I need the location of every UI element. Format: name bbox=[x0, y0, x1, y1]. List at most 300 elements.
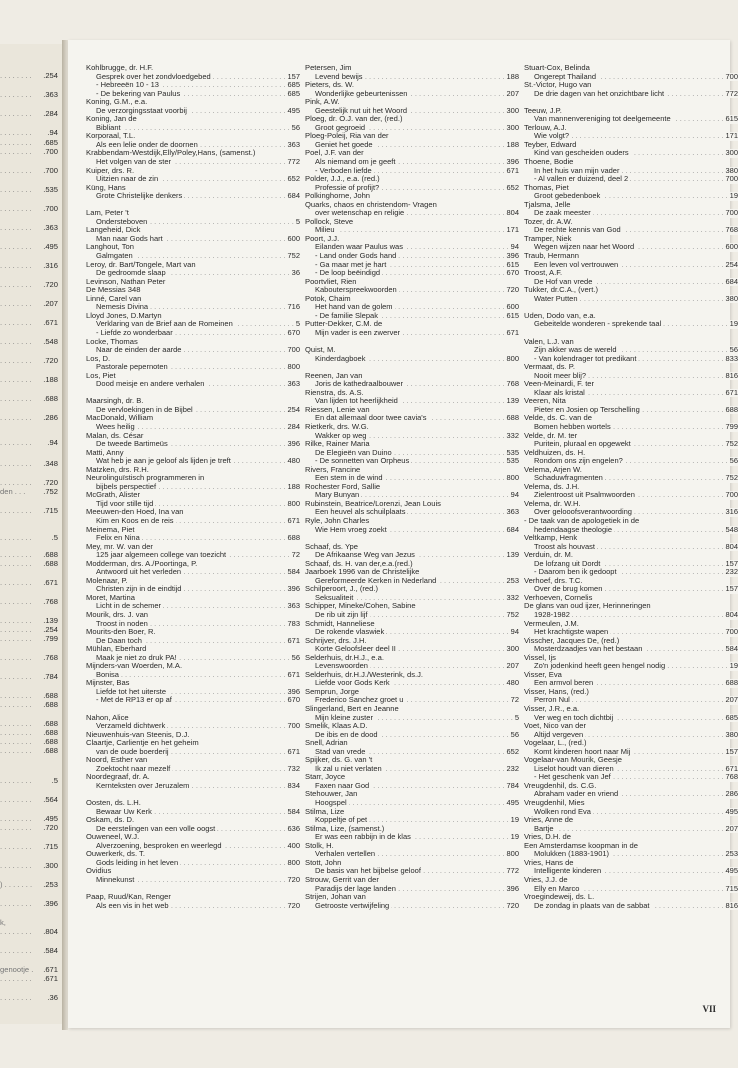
index-title-entry bbox=[305, 551, 519, 560]
index-author: Visser, Hans, (red.) bbox=[524, 687, 589, 696]
entry-page-number: 752 bbox=[725, 440, 738, 449]
entry-page-number: 671 bbox=[287, 636, 300, 645]
index-title-entry bbox=[305, 355, 519, 364]
entry-title: Het volgen van de ster bbox=[96, 158, 172, 167]
entry-page-number: 253 bbox=[506, 576, 519, 585]
left-page-fragment bbox=[0, 532, 60, 544]
left-page-fragment bbox=[0, 926, 60, 938]
entry-title: Tijd voor stille tijd bbox=[96, 499, 154, 508]
entry-page-number: 671 bbox=[287, 516, 300, 525]
index-title-entry bbox=[86, 517, 300, 526]
entry-page-number: 772 bbox=[287, 158, 300, 167]
entry-title: Paradijs der lage landen bbox=[315, 884, 396, 893]
index-title-entry bbox=[86, 235, 300, 244]
entry-page-number: 700 bbox=[725, 628, 738, 637]
entry-title: Antwoord uit het verleden bbox=[96, 568, 182, 577]
index-title-entry bbox=[305, 124, 519, 133]
entry-page-number: 800 bbox=[506, 474, 519, 483]
index-title-entry bbox=[524, 243, 738, 252]
fragment-text: . . . . . . . . bbox=[0, 299, 32, 308]
entry-page-number: 56 bbox=[291, 653, 300, 662]
entry-page-number: 720 bbox=[287, 901, 300, 910]
index-column-1 bbox=[86, 64, 300, 910]
entry-page-number: 363 bbox=[287, 140, 300, 149]
index-author: Maarsingh, dr. B. bbox=[86, 397, 144, 406]
index-author: Pink, A.W. bbox=[305, 98, 340, 107]
index-title-entry bbox=[524, 508, 738, 517]
index-author: Kohlbrugge, dr. H.F. bbox=[86, 64, 154, 72]
entry-page-number: 19 bbox=[510, 816, 519, 825]
index-author: Selderhuis, dr.H.J./Westerink, ds.J. bbox=[305, 670, 424, 679]
entry-page-number: 188 bbox=[506, 72, 519, 81]
index-author: Ploeg, dr. O.J. van der, (red.) bbox=[305, 115, 403, 124]
index-author: Voet, Nico van der bbox=[524, 722, 587, 731]
fragment-page-number: .300 bbox=[43, 861, 58, 870]
entry-title: Alverzoening, besproken en weerlegd bbox=[96, 841, 222, 850]
entry-title: Ondersteboven bbox=[96, 217, 148, 226]
fragment-text: . . . . . . . . bbox=[0, 728, 32, 737]
entry-page-number: 684 bbox=[725, 277, 738, 286]
index-author: Reenen, Jan van bbox=[305, 371, 363, 380]
fragment-page-number: .5 bbox=[51, 533, 58, 542]
index-title-entry bbox=[524, 175, 738, 184]
index-title-entry bbox=[86, 320, 300, 329]
fragment-page-number: .584 bbox=[43, 946, 58, 955]
left-page-fragment bbox=[0, 260, 60, 272]
index-author: Polkinghorne, John bbox=[305, 192, 371, 201]
entry-page-number: 19 bbox=[729, 320, 738, 329]
index-author: Lloyd Jones, D.Martyn bbox=[86, 311, 162, 320]
index-title-entry bbox=[305, 329, 519, 338]
index-title-entry bbox=[524, 662, 738, 671]
entry-title: Nemesis Divina bbox=[96, 303, 149, 312]
index-author: Molenaar, P. bbox=[86, 576, 128, 585]
entry-title: Korte Geloofsleer deel II bbox=[315, 645, 396, 654]
index-author: Vermaat, ds. P. bbox=[524, 363, 575, 372]
index-title-entry bbox=[305, 286, 519, 295]
entry-page-number: 800 bbox=[287, 363, 300, 372]
index-title-entry bbox=[305, 577, 519, 586]
index-title-entry bbox=[86, 175, 300, 184]
entry-page-number: 800 bbox=[506, 850, 519, 859]
entry-title: Klaar als kristal bbox=[534, 388, 585, 397]
fragment-text: . . . . . . . . bbox=[0, 71, 32, 80]
entry-title: - De sonnetten van Orpheus bbox=[315, 457, 410, 466]
entry-page-number: 784 bbox=[506, 781, 519, 790]
index-title-entry bbox=[305, 731, 519, 740]
index-author: Spijker, ds. G. van 't bbox=[305, 756, 373, 765]
index-author: Langhout, Ton bbox=[86, 243, 134, 252]
index-title-entry bbox=[524, 902, 738, 911]
entry-title: Over de brug komen bbox=[534, 585, 603, 594]
fragment-page-number: .671 bbox=[43, 578, 58, 587]
index-author: Thoene, Bodie bbox=[524, 158, 574, 167]
fragment-text: . . . . . . . . bbox=[0, 578, 32, 587]
entry-page-number: 584 bbox=[287, 568, 300, 577]
entry-title: Als niemand om je geeft bbox=[315, 158, 396, 167]
entry-title: Stad van vrede bbox=[315, 747, 366, 756]
entry-page-number: 396 bbox=[506, 884, 519, 893]
entry-page-number: 548 bbox=[725, 525, 738, 534]
index-column-3 bbox=[524, 64, 738, 910]
entry-page-number: 688 bbox=[506, 414, 519, 423]
index-title-entry bbox=[86, 722, 300, 731]
index-author: Mühlan, Eberhard bbox=[86, 645, 147, 654]
entry-title: Wie Hem vroeg zoekt bbox=[315, 525, 387, 534]
fragment-page-number: .348 bbox=[43, 459, 58, 468]
left-page-fragment bbox=[0, 355, 60, 367]
index-title-entry bbox=[305, 867, 519, 876]
entry-title: Een armvol beren bbox=[534, 679, 594, 688]
entry-page-number: 157 bbox=[725, 585, 738, 594]
fragment-page-number: .688 bbox=[43, 728, 58, 737]
left-page-fragment bbox=[0, 558, 60, 570]
entry-title: Seksualiteit bbox=[315, 593, 354, 602]
index-author: Schilperoort, J., (red.) bbox=[305, 585, 379, 594]
index-author: Oosten, ds. L.H. bbox=[86, 799, 141, 808]
index-author: Mourik, drs. J. van bbox=[86, 611, 149, 619]
index-title-entry bbox=[524, 679, 738, 688]
index-title-entry bbox=[86, 500, 300, 509]
index-author: Visser, Eva bbox=[524, 670, 562, 679]
index-title-entry bbox=[86, 876, 300, 885]
left-page-fragment bbox=[0, 841, 60, 853]
index-gap bbox=[86, 389, 300, 398]
index-author: Schmidt, Hanneliese bbox=[305, 619, 375, 628]
entry-page-number: 188 bbox=[287, 482, 300, 491]
index-title-entry bbox=[86, 81, 300, 90]
index-title-entry bbox=[305, 73, 519, 82]
fragment-page-number: .286 bbox=[43, 413, 58, 422]
entry-page-number: 688 bbox=[725, 679, 738, 688]
fragment-page-number: .720 bbox=[43, 823, 58, 832]
fragment-page-number: .688 bbox=[43, 700, 58, 709]
index-title-entry bbox=[86, 329, 300, 338]
fragment-text: . . . . . . . . bbox=[0, 413, 32, 422]
entry-page-number: 800 bbox=[287, 858, 300, 867]
entry-title: Verklaring van de Brief aan de Romeinen bbox=[96, 320, 233, 329]
index-author: Traub, Hermann bbox=[524, 252, 580, 261]
entry-title: De Afrikaanse Weg van Jezus bbox=[315, 551, 415, 560]
left-page-fragment bbox=[0, 652, 60, 664]
index-author: Stott, John bbox=[305, 858, 342, 867]
entry-page-number: 254 bbox=[287, 405, 300, 414]
left-page-fragment bbox=[0, 577, 60, 589]
entry-page-number: 652 bbox=[506, 747, 519, 756]
index-author: Levinson, Nathan Peter bbox=[86, 277, 166, 286]
entry-title: Schaduwfragmenten bbox=[534, 474, 603, 483]
entry-page-number: 715 bbox=[725, 884, 738, 893]
entry-page-number: 670 bbox=[287, 328, 300, 337]
entry-page-number: 804 bbox=[725, 542, 738, 551]
fragment-page-number: .715 bbox=[43, 842, 58, 851]
index-title-entry bbox=[305, 414, 519, 423]
entry-page-number: 300 bbox=[725, 149, 738, 158]
entry-title: Grote Christelijke denkers bbox=[96, 192, 183, 201]
fragment-text: . . . . . . . . bbox=[0, 899, 32, 908]
entry-title: Een leven vol vertrouwen bbox=[534, 260, 619, 269]
entry-title: over wetenschap en religie bbox=[315, 209, 405, 218]
left-page-fragment bbox=[0, 898, 60, 910]
fragment-text: . . . . . . . . bbox=[0, 261, 32, 270]
left-page-fragment bbox=[0, 633, 60, 645]
left-page-fragment bbox=[0, 412, 60, 424]
entry-title: De drie dagen van het onzichtbare licht bbox=[534, 89, 665, 98]
entry-page-number: 495 bbox=[725, 867, 738, 876]
entry-title: Pastorale pepernoten bbox=[96, 363, 168, 372]
fragment-text: . . . . . . . . bbox=[0, 533, 32, 542]
index-author: Een Amsterdamse koopman in de bbox=[524, 841, 638, 850]
entry-page-number: 380 bbox=[725, 730, 738, 739]
left-page-fragment bbox=[0, 146, 60, 158]
index-author: Schaaf, ds. H. van der,e.a.(red.) bbox=[305, 559, 413, 568]
fragment-text: . . . . . . . . bbox=[0, 746, 32, 755]
entry-title: Het hand van de golem bbox=[315, 303, 393, 312]
index-author: Nahon, Alice bbox=[86, 713, 129, 722]
fragment-text: . . . . . . . . bbox=[0, 280, 32, 289]
entry-title: Van lijden tot heerlijkheid bbox=[315, 397, 398, 406]
fragment-text: . . . . . . . . bbox=[0, 128, 32, 137]
entry-title: - Ga maar met je hart bbox=[315, 260, 387, 269]
index-gap bbox=[524, 98, 738, 107]
index-title-entry bbox=[305, 397, 519, 406]
entry-page-number: 188 bbox=[506, 140, 519, 149]
entry-title: Uitzien naar de zin bbox=[96, 175, 159, 184]
index-title-entry bbox=[305, 902, 519, 911]
index-author: Claartje, Carlientje en het geheim bbox=[86, 739, 199, 748]
entry-page-number: 56 bbox=[510, 730, 519, 739]
entry-page-number: 94 bbox=[510, 243, 519, 252]
entry-page-number: 768 bbox=[725, 226, 738, 235]
entry-title: Groot gegroeid bbox=[315, 123, 366, 132]
entry-title: Er was een rabbijn in de klas bbox=[315, 833, 411, 842]
entry-page-number: 232 bbox=[506, 764, 519, 773]
entry-title: Hoogspel bbox=[315, 799, 347, 808]
entry-title: Naar de einden der aarde bbox=[96, 346, 182, 355]
index-author: Poortvliet, Rien bbox=[305, 277, 357, 286]
entry-page-number: 772 bbox=[506, 867, 519, 876]
index-title-entry bbox=[524, 568, 738, 577]
index-title-entry bbox=[86, 782, 300, 791]
entry-page-number: 700 bbox=[725, 72, 738, 81]
index-author: Jaarboek 1996 van de Christelijke bbox=[305, 568, 420, 577]
entry-title: Levend bewijs bbox=[315, 72, 363, 81]
index-title-entry bbox=[305, 765, 519, 774]
index-title-entry bbox=[524, 790, 738, 799]
entry-title: Groot gebedenboek bbox=[534, 192, 601, 201]
index-title-entry bbox=[305, 833, 519, 842]
entry-title: van de oude boerderij bbox=[96, 747, 169, 756]
fragment-text: . . . . . . . . bbox=[0, 459, 32, 468]
entry-page-number: 72 bbox=[291, 551, 300, 560]
index-title-entry bbox=[86, 406, 300, 415]
index-author: Mourits-den Boer, R. bbox=[86, 628, 156, 637]
entry-page-number: 380 bbox=[725, 294, 738, 303]
index-author: Oskam, ds. D. bbox=[86, 816, 135, 825]
fragment-text: k, bbox=[0, 918, 6, 927]
index-author: Koning, G.M., e.a. bbox=[86, 98, 148, 107]
fragment-page-number: .688 bbox=[43, 550, 58, 559]
entry-title: Bonisa bbox=[96, 670, 119, 679]
index-title-entry bbox=[305, 594, 519, 603]
entry-title: Kind van gescheiden ouders bbox=[534, 149, 629, 158]
fragment-page-number: .768 bbox=[43, 653, 58, 662]
index-title-entry bbox=[524, 355, 738, 364]
index-author: Verhoeven, Cornelis bbox=[524, 593, 593, 602]
index-author: Veen-Meinardi, F. ter bbox=[524, 380, 595, 389]
entry-title: Bomen hebben wortels bbox=[534, 422, 611, 431]
entry-title: Faxen naar God bbox=[315, 781, 370, 790]
entry-title: De eerstelingen van een volle oogst bbox=[96, 824, 216, 833]
entry-title: Wat heb je aan je geloof als lijden je treft bbox=[96, 457, 231, 466]
index-author: Potok, Chaim bbox=[305, 294, 351, 303]
entry-page-number: 652 bbox=[506, 183, 519, 192]
entry-page-number: 833 bbox=[725, 354, 738, 363]
left-page-fragment bbox=[0, 992, 60, 1004]
entry-page-number: 396 bbox=[506, 158, 519, 167]
index-title-entry bbox=[524, 406, 738, 415]
left-page-fragment bbox=[0, 860, 60, 872]
entry-title: - Al vallen er duizend, deel 2 bbox=[534, 175, 629, 184]
entry-title: Intelligente kinderen bbox=[534, 867, 602, 876]
entry-title: De zondag in plaats van de sabbat bbox=[534, 901, 650, 910]
fragment-text: . . . . . . . . bbox=[0, 653, 32, 662]
fragment-text: . . . . . . . . bbox=[0, 223, 32, 232]
index-title-entry bbox=[524, 543, 738, 552]
entry-page-number: 316 bbox=[725, 508, 738, 517]
index-gap bbox=[305, 338, 519, 347]
fragment-text: . . . . . . . . bbox=[0, 138, 32, 147]
entry-title: Gesprek over het zondvloedgebed bbox=[96, 72, 211, 81]
index-author: Quist, M. bbox=[305, 346, 336, 355]
entry-title: Een stem in de wind bbox=[315, 474, 383, 483]
fragment-text: . . . . . . . . bbox=[0, 634, 32, 643]
left-page-fragment bbox=[0, 203, 60, 215]
index-author: Semprun, Jorge bbox=[305, 687, 360, 696]
entry-title: De tweede Bartimeüs bbox=[96, 440, 168, 449]
index-author: Vries, Hans de bbox=[524, 858, 574, 867]
index-author: Meinema, Piet bbox=[86, 525, 135, 534]
index-author: Uden, Dodo van, e.a. bbox=[524, 311, 596, 320]
entry-title: Elly en Marco bbox=[534, 884, 580, 893]
index-author: Vries, J.J. de bbox=[524, 875, 568, 884]
entry-title: Eilanden waar Paulus was bbox=[315, 243, 403, 252]
entry-title: Gods leiding in het leven bbox=[96, 858, 179, 867]
fragment-page-number: .363 bbox=[43, 223, 58, 232]
index-author: Moret, Martina bbox=[86, 593, 135, 602]
fragment-page-number: .495 bbox=[43, 242, 58, 251]
index-gap bbox=[86, 705, 300, 714]
fragment-page-number: .396 bbox=[43, 899, 58, 908]
index-title-entry bbox=[86, 748, 300, 757]
index-author: Rubinstein, Beatrice/Lorenzi, Jean Louis bbox=[305, 499, 441, 508]
fragment-page-number: .284 bbox=[43, 109, 58, 118]
index-author: Koning, Jan de bbox=[86, 115, 137, 124]
index-title-entry bbox=[305, 303, 519, 312]
entry-title: Wonderlijke gebeurtenissen bbox=[315, 89, 408, 98]
left-page-fragment bbox=[0, 671, 60, 683]
index-title-entry bbox=[86, 688, 300, 697]
entry-page-number: 56 bbox=[729, 457, 738, 466]
fragment-page-number: .94 bbox=[47, 128, 58, 137]
entry-title: Een heuvel als schuilplaats bbox=[315, 508, 406, 517]
entry-page-number: 732 bbox=[287, 764, 300, 773]
index-author: Smelik, Klaas A.D. bbox=[305, 722, 368, 731]
index-title-entry bbox=[305, 90, 519, 99]
entry-page-number: 804 bbox=[506, 209, 519, 218]
index-author: Ryle, John Charles bbox=[305, 516, 370, 525]
entry-page-number: 816 bbox=[725, 901, 738, 910]
index-author: Ouweneel, W.J. bbox=[86, 833, 140, 842]
index-author: Visscher, Jacques De, (red.) bbox=[524, 636, 620, 645]
fragment-text: . . . . . . . . bbox=[0, 185, 32, 194]
entry-page-number: 671 bbox=[287, 747, 300, 756]
entry-page-number: 685 bbox=[287, 89, 300, 98]
index-title-entry bbox=[524, 526, 738, 535]
entry-title: Ongerept Thailand bbox=[534, 72, 596, 81]
index-author: Slingerland, Bert en Jeanne bbox=[305, 705, 399, 714]
index-title-entry bbox=[524, 773, 738, 782]
index-author: Modderman, drs. A./Poortinga, P. bbox=[86, 559, 198, 568]
fragment-text: . . . . . . . . bbox=[0, 318, 32, 327]
entry-title: Ver weg en toch dichtbij bbox=[534, 713, 614, 722]
index-author: Lam, Peter 't bbox=[86, 209, 129, 218]
index-author: De glans van oud ijzer, Herinneringen bbox=[524, 602, 651, 611]
entry-title: De rechte kennis van God bbox=[534, 226, 621, 235]
index-author: Stilma, Lize, (samenst.) bbox=[305, 824, 385, 833]
index-title-entry bbox=[86, 252, 300, 261]
index-title-entry bbox=[86, 380, 300, 389]
entry-page-number: 396 bbox=[506, 252, 519, 261]
fragment-page-number: .688 bbox=[43, 394, 58, 403]
index-title-entry bbox=[305, 312, 519, 321]
fragment-text: . . . . . . . . bbox=[0, 974, 32, 983]
left-page-fragment bbox=[0, 279, 60, 291]
entry-title: Kernteksten over Jeruzalem bbox=[96, 781, 190, 790]
entry-page-number: 700 bbox=[287, 346, 300, 355]
index-title-entry bbox=[305, 850, 519, 859]
entry-title: Kim en Koos en de reis bbox=[96, 516, 174, 525]
fragment-page-number: .535 bbox=[43, 185, 58, 194]
index-author: Korporaal, T.L. bbox=[86, 132, 136, 141]
fragment-text: . . . . . . . . bbox=[0, 672, 32, 681]
fragment-text: . . . . . . . . bbox=[0, 993, 32, 1002]
entry-title: Rondom ons zijn engelen? bbox=[534, 457, 623, 466]
entry-page-number: 300 bbox=[506, 123, 519, 132]
fragment-page-number: .688 bbox=[43, 719, 58, 728]
index-title-entry bbox=[86, 269, 300, 278]
index-title-entry bbox=[86, 346, 300, 355]
index-title-entry bbox=[524, 714, 738, 723]
index-author: McGrath, Alister bbox=[86, 491, 141, 500]
fragment-text: . . . . . . . . bbox=[0, 719, 32, 728]
fragment-page-number: .495 bbox=[43, 814, 58, 823]
index-title-entry bbox=[86, 423, 300, 432]
index-author: Veltkamp, Henk bbox=[524, 534, 578, 543]
entry-title: bijbels perspectief bbox=[96, 482, 157, 491]
index-title-entry bbox=[86, 696, 300, 705]
left-page-fragment bbox=[0, 775, 60, 787]
fragment-text: . . . . . . . . bbox=[0, 597, 32, 606]
left-page-fragment bbox=[0, 794, 60, 806]
entry-title: Pieter en Josien op Terschelling bbox=[534, 405, 640, 414]
index-title-entry bbox=[86, 602, 300, 611]
index-title-entry bbox=[86, 218, 300, 227]
entry-page-number: 171 bbox=[725, 132, 738, 141]
index-title-entry bbox=[524, 474, 738, 483]
index-title-entry bbox=[305, 696, 519, 705]
index-title-entry bbox=[305, 799, 519, 808]
